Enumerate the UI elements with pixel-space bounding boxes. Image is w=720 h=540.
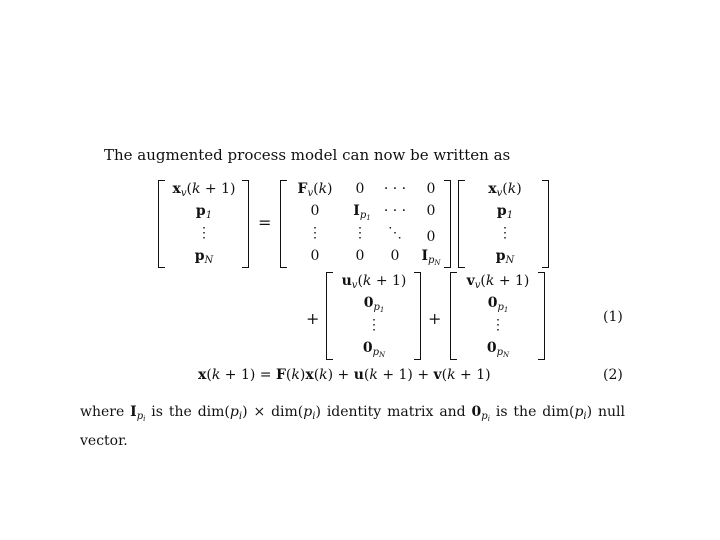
lhs-xv: $x_v(k + 1)$: [172, 181, 236, 199]
matrix-r1c2: 0: [355, 181, 365, 197]
null-vector-text: null vector.: [80, 404, 625, 449]
u-0p1: $0_{p_1}$: [363, 295, 385, 314]
dim-word-1: dim: [197, 404, 225, 420]
v-bracket-left: [450, 272, 457, 360]
matrix-r4c1: 0: [310, 248, 320, 264]
matrix-ddots: ⋱: [388, 225, 402, 241]
matrix-r3c4: 0: [426, 229, 436, 245]
matrix-r1c4: 0: [426, 181, 436, 197]
rhs-xv: $x_v(k)$: [488, 181, 522, 199]
u-0pN: $0_{p_N}$: [362, 340, 386, 359]
plus-sign-1: +: [306, 309, 320, 328]
v-0p1: $0_{p_1}$: [487, 295, 509, 314]
times-sign: ×: [253, 404, 266, 420]
equation-number-2: (2): [603, 367, 623, 383]
is-the-1: is the: [151, 404, 192, 420]
matrix-r2c3: · · ·: [383, 203, 407, 219]
matrix-r1c3: · · ·: [383, 181, 407, 197]
v-bracket-right: [538, 272, 545, 360]
equals-sign: =: [258, 213, 272, 232]
v-vv: $v_v(k + 1)$: [466, 273, 530, 291]
where-word: where: [80, 404, 125, 420]
equation-2: x(k + 1) = F(k)x(k) + u(k + 1) + v(k + 1): [198, 367, 491, 383]
matrix-r2c4: 0: [426, 203, 436, 219]
lhs-pN: $p_N$: [194, 248, 214, 266]
lhs-bracket-right: [242, 180, 249, 268]
matrix-r4c2: 0: [355, 248, 365, 264]
plus-sign-2: +: [428, 309, 442, 328]
v-0pN: $0_{p_N}$: [486, 340, 510, 359]
u-bracket-right: [414, 272, 421, 360]
identity-text: identity matrix and: [326, 404, 466, 420]
intro-text: The augmented process model can now be written as: [104, 146, 511, 164]
equation-number-1: (1): [603, 309, 623, 325]
rhs-vdots: ⋮: [498, 225, 512, 241]
where-paragraph: where $I_{p_i}$ is the $dim(p_i) \times dim(p_i)$ identity matrix and $0_{p_i}$ is the $dim(p_i)$ null vector.: [80, 404, 625, 449]
matrix-Ip1: $I_{p_1}$: [353, 203, 371, 222]
rhs-pN: $p_N$: [495, 248, 515, 266]
matrix-r4c3: 0: [390, 248, 400, 264]
lhs-bracket-left: [158, 180, 165, 268]
lhs-p1: $p_1$: [195, 203, 213, 221]
rhs-p1: $p_1$: [496, 203, 514, 221]
lhs-vdots: ⋮: [197, 225, 211, 241]
dim-word-3: dim: [542, 404, 569, 420]
v-vdots: ⋮: [491, 317, 505, 333]
is-the-2: is the: [495, 404, 537, 420]
matrix-r3c2: ⋮: [353, 225, 367, 241]
dim-word-2: dim: [271, 404, 298, 420]
u-bracket-left: [326, 272, 333, 360]
matrix-bracket-left: [280, 180, 287, 268]
rhs-bracket-right: [542, 180, 549, 268]
matrix-r3c1: ⋮: [308, 225, 322, 241]
rhs-bracket-left: [458, 180, 465, 268]
matrix-IpN: $I_{p_N}$: [421, 248, 441, 267]
u-vdots: ⋮: [367, 317, 381, 333]
matrix-r2c1: 0: [310, 203, 320, 219]
u-uv: $u_v(k + 1)$: [341, 273, 407, 291]
matrix-F: $F_v(k)$: [297, 181, 333, 199]
